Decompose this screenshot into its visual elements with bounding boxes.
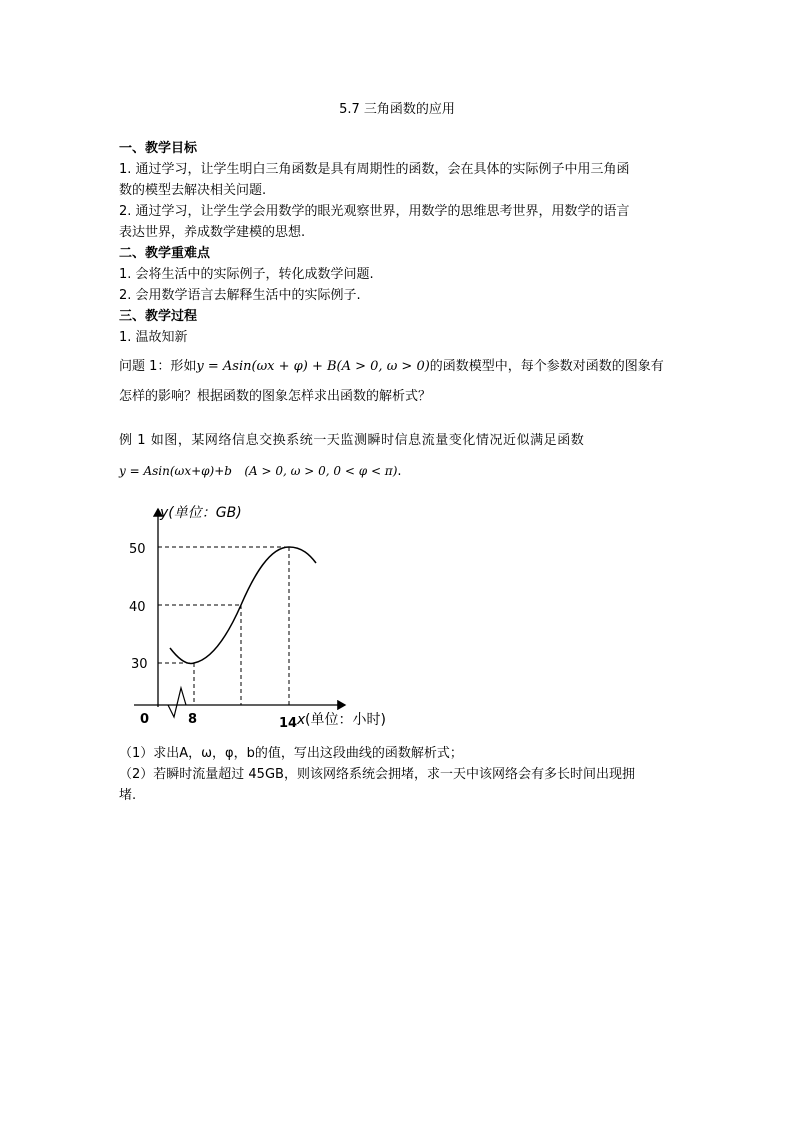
sub-questions [119,743,679,806]
goal-item-1-line1: 1. 通过学习，让学生明白三角函数是具有周期性的函数，会在具体的实际例子中用三角函 [119,162,630,177]
keypoint-item-1: 1. 会将生活中的实际例子，转化成数学问题. [119,267,374,282]
x-tick-8: 8 [188,712,198,727]
example-1-end: . [397,464,402,479]
sine-curve [170,547,316,663]
example-1-line1: 例 1 如图，某网络信息交换系统一天监测瞬时信息流量变化情况近似满足函数 [119,433,585,448]
sub-question-2-line2: 堵. [119,788,137,803]
y-tick-30: 30 [131,657,148,672]
y-tick-50: 50 [129,542,146,557]
section-heading: 二、教学重难点 [119,246,211,261]
x-tick-14: 14 [279,716,298,731]
function-graph [0,495,794,735]
question-1-prefix: 问题 1：形如 [119,359,197,374]
axis-break [168,688,186,717]
example-1-line2 [119,461,679,482]
example-1-formula: y = Asin(ωx+φ)+b [119,464,232,478]
section-heading: 一、教学目标 [119,141,198,156]
section-heading: 三、教学过程 [119,309,198,324]
process-item-1: 1. 温故知新 [119,330,188,345]
example-1-condition: (A > 0, ω > 0, 0 < φ < π) [244,464,398,478]
sub-question-2-line1: （2）若瞬时流量超过 45GB，则该网络系统会拥堵，求一天中该网络会有多长时间出现拥 [119,767,635,782]
x-axis-label-unit: (单位：小时) [305,712,386,728]
y-axis-label: y(单位：GB) [160,505,242,521]
section-goals [119,138,679,348]
goal-item-2-line1: 2. 通过学习，让学生学会用数学的眼光观察世界，用数学的思维思考世界，用数学的语言 [119,204,630,219]
question-1-suffix: 的函数模型中，每个参数对函数的图象有 [429,359,664,374]
page-title: 5.7 三角函数的应用 [339,102,455,117]
goal-item-2-line2: 表达世界，养成数学建模的思想. [119,225,306,240]
question-1-formula: y = Asin(ωx + φ) + B(A > 0, ω > 0) [196,359,430,374]
sub-question-1: （1）求出A，ω，φ，b的值，写出这段曲线的函数解析式； [119,746,463,761]
keypoint-item-2: 2. 会用数学语言去解释生活中的实际例子. [119,288,361,303]
origin-label: 0 [140,712,150,727]
goal-item-1-line2: 数的模型去解决相关问题. [119,183,267,198]
x-axis-label-var: x [297,712,306,728]
question-1-line2: 怎样的影响？根据函数的图象怎样求出函数的解析式？ [119,389,432,404]
question-1 [119,356,679,377]
y-tick-40: 40 [129,600,146,615]
